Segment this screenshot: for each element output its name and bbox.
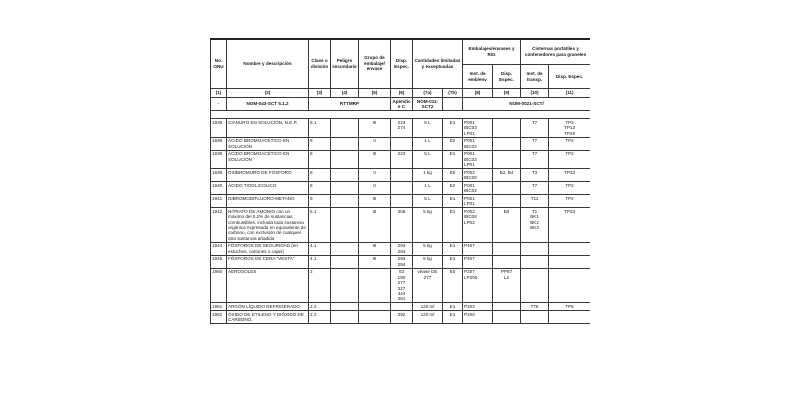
cell-onu: 1951 [211,303,227,311]
cell-disp: 306 [391,208,413,243]
cell-lim: 5 L [413,195,443,208]
column-number-row [211,89,591,98]
cell-disp9: B3 [493,208,521,243]
header-no-onu: No. ONU [211,39,227,89]
cell-name: ÁCIDO TIOGLICÓLICO [227,182,309,195]
cell-sec [331,195,359,208]
cell-disp11: TP2 TP13 TP28 [549,119,590,137]
cell-onu: 1952 [211,311,227,324]
cell-clase: 5.1 [309,208,331,243]
cell-transp: T7 [521,137,549,150]
cell-grupo: II [359,182,391,195]
col-number: (5) [359,89,391,98]
cell-disp: 392 [391,311,413,324]
cell-grupo: III [359,255,391,268]
cell-disp [391,137,413,150]
header-cisternas: Cisternas portátiles y contenedores para graneles [521,39,590,65]
cell-disp11: TP2 [549,195,590,208]
table-row [211,268,591,303]
cell-clase: 6.1 [309,119,331,137]
cell-inst: P001 IBC03 LP01 [463,150,493,168]
cell-onu: 1938 [211,137,227,150]
cell-inst: P407 [463,255,493,268]
cell-transp [521,311,549,324]
cell-grupo [359,303,391,311]
cell-exc: E1 [443,242,463,255]
cell-grupo: III [359,242,391,255]
ref-c2: NOM-043-SCT 5.1.2 [227,98,309,111]
table-body [211,119,591,324]
cell-lim: 120 ml [413,303,443,311]
cell-inst: P001 IBC03 LP01 [463,119,493,137]
col-number: (7b) [443,89,463,98]
cell-name: OXIBROMURO DE FÓSFORO [227,169,309,182]
cell-clase: 4.1 [309,242,331,255]
cell-name: DIBROMODIFLUORO-METANO [227,195,309,208]
cell-onu: 1940 [211,182,227,195]
cell-inst: P203 [463,303,493,311]
cell-grupo: III [359,195,391,208]
cell-lim: 5 L [413,119,443,137]
table-row [211,137,591,150]
cell-sec [331,242,359,255]
cell-disp: 293 294 [391,242,413,255]
cell-transp [521,242,549,255]
cell-sec [331,208,359,243]
col-number: (3) [309,89,331,98]
cell-lim: 1 L [413,137,443,150]
cell-disp: 293 294 [391,255,413,268]
col-number: (9) [493,89,521,98]
cell-lim: 5 L [413,150,443,168]
cell-clase: 8 [309,182,331,195]
ref-c7a: NOM-011-SCT2 [413,98,443,111]
cell-lim: 120 ml [413,311,443,324]
cell-disp: 223 [391,150,413,168]
cell-disp11 [549,255,590,268]
cell-sec [331,182,359,195]
cell-lim: 5 kg [413,255,443,268]
cell-clase: 2.2 [309,311,331,324]
cell-sec [331,137,359,150]
cell-disp11 [549,311,590,324]
cell-transp: T7 [521,182,549,195]
cell-disp11: TP33 [549,169,590,182]
table-row [211,255,591,268]
col-number: (1) [211,89,227,98]
cell-clase: 8 [309,150,331,168]
cell-onu: 1938 [211,150,227,168]
cell-disp11 [549,268,590,303]
cell-transp: T7 [521,150,549,168]
cell-sec [331,169,359,182]
table-row [211,182,591,195]
cell-disp11: TP5 [549,303,590,311]
cell-disp [391,182,413,195]
cell-exc: E1 [443,119,463,137]
cell-inst: P200 [463,311,493,324]
cell-clase: 4.1 [309,255,331,268]
cell-disp9: PP87 L2 [493,268,521,303]
cell-disp [391,169,413,182]
header-disp: Disp. Espec. [391,39,413,89]
cell-disp11 [549,242,590,255]
cell-onu: 1939 [211,169,227,182]
header-disp-esp-9: Disp. Espec. [493,65,521,89]
col-number: (7a) [413,89,443,98]
cell-clase: 8 [309,137,331,150]
spacer [211,111,591,119]
cell-disp [391,195,413,208]
cell-onu: 1942 [211,208,227,243]
cell-clase: 2 [309,268,331,303]
cell-grupo: III [359,208,391,243]
cell-lim: 5 kg [413,242,443,255]
header-inst-emb: Inst. de emb/env [463,65,493,89]
cell-onu: 1935 [211,119,227,137]
ref-c345: RTTMRP [309,98,391,111]
table-row [211,169,591,182]
cell-disp [391,303,413,311]
table-row [211,119,591,137]
cell-transp: T11 [521,195,549,208]
cell-exc: E0 [443,169,463,182]
header-clase: Clase o división [309,39,331,89]
cell-disp9 [493,150,521,168]
cell-transp: T1 BK1 BK2 BK3 [521,208,549,243]
col-number: (4) [331,89,359,98]
cell-name: CIANURO EN SOLUCIÓN, N.E.P. [227,119,309,137]
cell-inst: P207 LP200 [463,268,493,303]
top-rule [210,38,590,40]
document-page [210,38,590,372]
cell-clase: 9 [309,195,331,208]
cell-onu: 1944 [211,242,227,255]
cell-exc: E1 [443,255,463,268]
cell-name: ÓXIDO DE ETILENO Y DIÓXIDO DE CARBONO, [227,311,309,324]
cell-exc: E0 [443,268,463,303]
cell-transp: T3 [521,169,549,182]
cell-disp9 [493,242,521,255]
cell-exc: E1 [443,208,463,243]
cell-name: FÓSFOROS DE CERA "VESTA" [227,255,309,268]
cell-exc: E1 [443,311,463,324]
cell-disp9 [493,182,521,195]
cell-disp11: TP33 [549,208,590,243]
table-row [211,303,591,311]
header-nombre: Nombre y descripción [227,39,309,89]
cell-disp9 [493,137,521,150]
cell-name: AEROSOLES [227,268,309,303]
ref-c6: Apéndice C [392,98,411,110]
cell-lim: 5 kg [413,208,443,243]
cell-exc: E1 [443,150,463,168]
dangerous-goods-table [210,38,590,324]
cell-sec [331,150,359,168]
cell-exc: E1 [443,303,463,311]
cell-exc: E2 [443,182,463,195]
cell-transp: T7 [521,119,549,137]
header-cantidades: Cantidades limitadas y exceptuadas [413,39,463,89]
cell-sec [331,311,359,324]
cell-lim: 1 L [413,182,443,195]
table-row [211,208,591,243]
cell-onu: 1950 [211,268,227,303]
cell-inst: P002 IBC08 [463,169,493,182]
col-number: (11) [549,89,590,98]
col-number: (2) [227,89,309,98]
header-inst-transp: Inst. de transp. [521,65,549,89]
spacer-row [211,111,591,119]
col-number: (10) [521,89,549,98]
header-peligro: Peligro secundario [331,39,359,89]
cell-disp11: TP2 [549,150,590,168]
cell-inst: P001 IBC02 [463,137,493,150]
cell-disp11: TP2 [549,182,590,195]
cell-name: ÁCIDO BROMOACÉTICO EN SOLUCIÓN [227,150,309,168]
reference-row [211,98,591,111]
cell-exc: E2 [443,137,463,150]
header-embalajes: Embalajes/envases y RIG [463,39,521,65]
cell-lim: véase DE 277 [413,268,443,303]
header-grupo: Grupo de embalaje/ envase [359,39,391,89]
cell-grupo: III [359,150,391,168]
cell-transp: T75 [521,303,549,311]
cell-grupo [359,311,391,324]
cell-onu: 1941 [211,195,227,208]
cell-disp9 [493,119,521,137]
cell-disp: 63 190 277 327 344 381 [391,268,413,303]
cell-inst: P002 IBC08 LP02 [463,208,493,243]
cell-disp9: B2, B4 [493,169,521,182]
table-row [211,195,591,208]
cell-grupo: II [359,169,391,182]
table-row [211,150,591,168]
table-row [211,311,591,324]
cell-lim: 1 kg [413,169,443,182]
table-row [211,242,591,255]
cell-onu: 1945 [211,255,227,268]
cell-clase: 2.2 [309,303,331,311]
cell-disp: 223 274 [391,119,413,137]
cell-transp [521,268,549,303]
cell-disp9 [493,255,521,268]
cell-inst: P001 IBC02 [463,182,493,195]
header-disp-esp-11: Disp. Espec. [549,65,590,89]
cell-exc: E1 [443,195,463,208]
cell-grupo: II [359,137,391,150]
cell-inst: P001 LP01 [463,195,493,208]
cell-sec [331,255,359,268]
cell-disp9 [493,195,521,208]
cell-name: ARGÓN LÍQUIDO REFRIGERADO [227,303,309,311]
cell-name: FÓSFOROS DE SEGURIDAD (en estuches, cartones o cajas) [227,242,309,255]
cell-transp [521,255,549,268]
cell-disp9 [493,311,521,324]
cell-sec [331,303,359,311]
cell-disp9 [493,303,521,311]
cell-grupo [359,268,391,303]
col-number: (8) [463,89,493,98]
cell-clase: 8 [309,169,331,182]
cell-name: NITRATO DE AMONIO con un máximo del 0,2% de sustancias combustibles, incluida toda sustancia orgánica expresada en equivalente de carbono, con exclusión de cualquier otra sustancia añadida [227,208,309,243]
col-number: (6) [391,89,413,98]
cell-sec [331,268,359,303]
cell-grupo: III [359,119,391,137]
cell-name: ÁCIDO BROMOACÉTICO EN SOLUCIÓN [227,137,309,150]
cell-sec [331,119,359,137]
cell-inst: P407 [463,242,493,255]
ref-c7b [443,98,463,111]
ref-c1: - [211,98,227,111]
ref-c8-11: NOM-0021-SCT/ [463,98,590,111]
cell-disp11: TP2 [549,137,590,150]
